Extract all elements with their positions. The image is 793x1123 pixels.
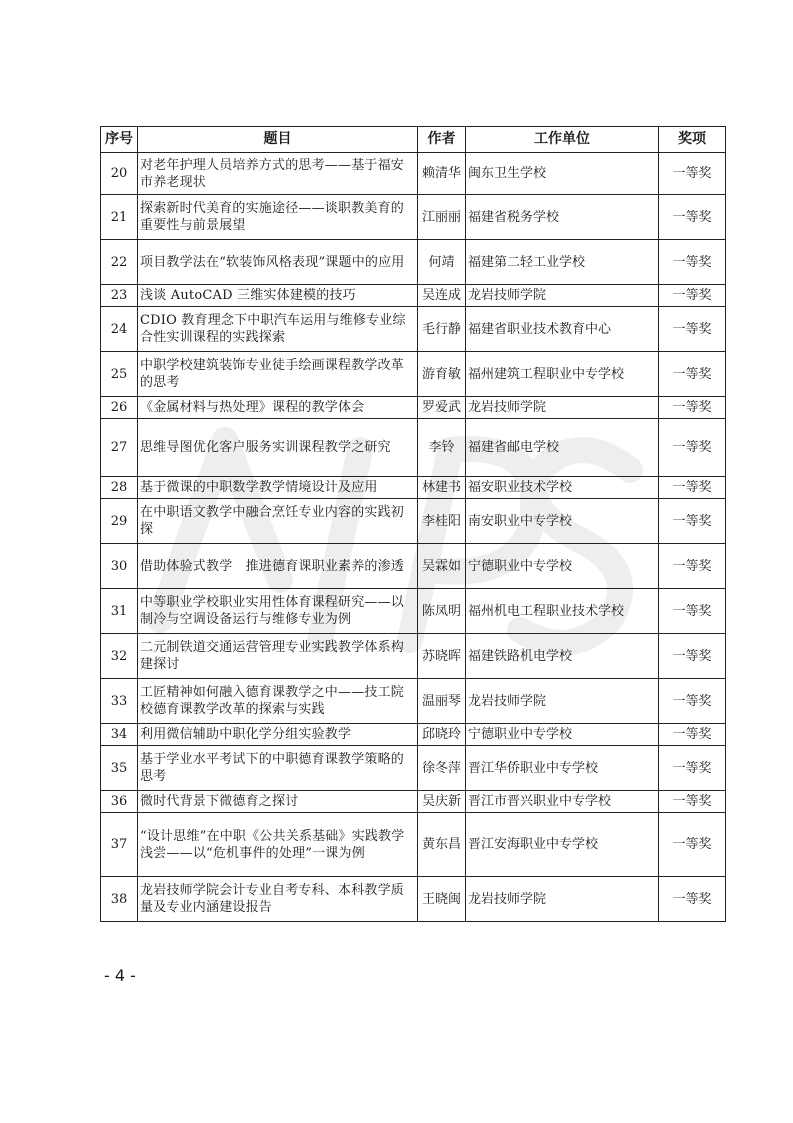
row-award: 一等奖 — [659, 397, 726, 419]
row-index: 29 — [101, 499, 138, 544]
row-title: 中等职业学校职业实用性体育课程研究——以制冷与空调设备运行与维修专业为例 — [138, 589, 418, 634]
row-author: 吴霖如 — [418, 544, 466, 589]
table-body — [101, 153, 726, 922]
row-index: 21 — [101, 195, 138, 240]
table-row — [101, 746, 726, 791]
row-award: 一等奖 — [659, 746, 726, 791]
table-row — [101, 477, 726, 499]
row-index: 20 — [101, 153, 138, 195]
table-row — [101, 419, 726, 477]
table-row — [101, 499, 726, 544]
row-award: 一等奖 — [659, 285, 726, 307]
row-title: 二元制铁道交通运营管理专业实践教学体系构建探讨 — [138, 634, 418, 679]
row-author: 陈凤明 — [418, 589, 466, 634]
row-organization: 福建省邮电学校 — [466, 419, 659, 477]
row-author: 吴连成 — [418, 285, 466, 307]
row-award: 一等奖 — [659, 240, 726, 285]
row-index: 28 — [101, 477, 138, 499]
row-organization: 福建铁路机电学校 — [466, 634, 659, 679]
row-organization: 福安职业技术学校 — [466, 477, 659, 499]
row-author: 赖清华 — [418, 153, 466, 195]
header-title: 题目 — [138, 127, 418, 153]
header-award: 奖项 — [659, 127, 726, 153]
row-award: 一等奖 — [659, 813, 726, 877]
header-author: 作者 — [418, 127, 466, 153]
row-award: 一等奖 — [659, 791, 726, 813]
row-author: 林建书 — [418, 477, 466, 499]
row-award: 一等奖 — [659, 589, 726, 634]
row-title: 项目教学法在“软装饰风格表现”课题中的应用 — [138, 240, 418, 285]
row-organization: 晋江市晋兴职业中专学校 — [466, 791, 659, 813]
row-title: 基于学业水平考试下的中职德育课教学策略的思考 — [138, 746, 418, 791]
table-row — [101, 352, 726, 397]
table-row — [101, 589, 726, 634]
row-award: 一等奖 — [659, 877, 726, 922]
table-row — [101, 634, 726, 679]
row-award: 一等奖 — [659, 679, 726, 724]
table-row — [101, 679, 726, 724]
row-award: 一等奖 — [659, 499, 726, 544]
row-index: 26 — [101, 397, 138, 419]
row-award: 一等奖 — [659, 352, 726, 397]
row-award: 一等奖 — [659, 419, 726, 477]
row-award: 一等奖 — [659, 544, 726, 589]
row-author: 李铃 — [418, 419, 466, 477]
row-organization: 龙岩技师学院 — [466, 397, 659, 419]
row-author: 吴庆新 — [418, 791, 466, 813]
row-index: 30 — [101, 544, 138, 589]
row-title: 浅谈 AutoCAD 三维实体建模的技巧 — [138, 285, 418, 307]
row-award: 一等奖 — [659, 153, 726, 195]
row-author: 江丽丽 — [418, 195, 466, 240]
row-index: 25 — [101, 352, 138, 397]
row-organization: 福建省税务学校 — [466, 195, 659, 240]
table-row — [101, 195, 726, 240]
row-organization: 福州机电工程职业技术学校 — [466, 589, 659, 634]
row-title: 借助体验式教学 推进德育课职业素养的渗透 — [138, 544, 418, 589]
row-award: 一等奖 — [659, 634, 726, 679]
row-award: 一等奖 — [659, 477, 726, 499]
row-organization: 宁德职业中专学校 — [466, 724, 659, 746]
row-organization: 晋江华侨职业中专学校 — [466, 746, 659, 791]
row-title: 思维导图优化客户服务实训课程教学之研究 — [138, 419, 418, 477]
awards-table — [100, 126, 726, 922]
table-row — [101, 153, 726, 195]
row-index: 22 — [101, 240, 138, 285]
row-organization: 福建第二轻工业学校 — [466, 240, 659, 285]
row-title: 《金属材料与热处理》课程的教学体会 — [138, 397, 418, 419]
row-author: 邱晓玲 — [418, 724, 466, 746]
row-index: 33 — [101, 679, 138, 724]
row-index: 35 — [101, 746, 138, 791]
row-organization: 闽东卫生学校 — [466, 153, 659, 195]
row-author: 苏晓晖 — [418, 634, 466, 679]
table-row — [101, 724, 726, 746]
row-award: 一等奖 — [659, 724, 726, 746]
row-author: 温丽琴 — [418, 679, 466, 724]
row-index: 27 — [101, 419, 138, 477]
row-index: 32 — [101, 634, 138, 679]
row-index: 23 — [101, 285, 138, 307]
row-title: “设计思维”在中职《公共关系基础》实践教学浅尝——以“危机事件的处理”一课为例 — [138, 813, 418, 877]
row-index: 36 — [101, 791, 138, 813]
row-title: 利用微信辅助中职化学分组实验教学 — [138, 724, 418, 746]
table-row — [101, 285, 726, 307]
table-header-row — [101, 127, 726, 153]
row-organization: 福州建筑工程职业中专学校 — [466, 352, 659, 397]
row-organization: 龙岩技师学院 — [466, 877, 659, 922]
row-title: CDIO 教育理念下中职汽车运用与维修专业综合性实训课程的实践探索 — [138, 307, 418, 352]
row-title: 微时代背景下微德育之探讨 — [138, 791, 418, 813]
row-author: 罗爱武 — [418, 397, 466, 419]
table-row — [101, 397, 726, 419]
row-author: 毛行静 — [418, 307, 466, 352]
row-title: 探索新时代美育的实施途径——谈职教美育的重要性与前景展望 — [138, 195, 418, 240]
row-organization: 龙岩技师学院 — [466, 285, 659, 307]
table-row — [101, 544, 726, 589]
row-author: 李桂阳 — [418, 499, 466, 544]
table-row — [101, 791, 726, 813]
row-index: 37 — [101, 813, 138, 877]
table-row — [101, 240, 726, 285]
row-title: 对老年护理人员培养方式的思考——基于福安市养老现状 — [138, 153, 418, 195]
row-author: 何靖 — [418, 240, 466, 285]
row-title: 在中职语文教学中融合烹饪专业内容的实践初探 — [138, 499, 418, 544]
row-index: 31 — [101, 589, 138, 634]
row-organization: 晋江安海职业中专学校 — [466, 813, 659, 877]
row-title: 工匠精神如何融入德育课教学之中——技工院校德育课教学改革的探索与实践 — [138, 679, 418, 724]
row-author: 徐冬萍 — [418, 746, 466, 791]
row-award: 一等奖 — [659, 195, 726, 240]
table-row — [101, 813, 726, 877]
row-organization: 南安职业中专学校 — [466, 499, 659, 544]
row-author: 黄东昌 — [418, 813, 466, 877]
table-row — [101, 307, 726, 352]
header-organization: 工作单位 — [466, 127, 659, 153]
table-row — [101, 877, 726, 922]
row-organization: 福建省职业技术教育中心 — [466, 307, 659, 352]
row-index: 34 — [101, 724, 138, 746]
row-award: 一等奖 — [659, 307, 726, 352]
row-organization: 龙岩技师学院 — [466, 679, 659, 724]
header-index: 序号 — [101, 127, 138, 153]
row-title: 中职学校建筑装饰专业徒手绘画课程教学改革的思考 — [138, 352, 418, 397]
row-author: 王晓闽 — [418, 877, 466, 922]
row-index: 38 — [101, 877, 138, 922]
row-organization: 宁德职业中专学校 — [466, 544, 659, 589]
row-title: 基于微课的中职数学教学情境设计及应用 — [138, 477, 418, 499]
page-number: - 4 - — [104, 966, 136, 985]
row-title: 龙岩技师学院会计专业自考专科、本科教学质量及专业内涵建设报告 — [138, 877, 418, 922]
row-index: 24 — [101, 307, 138, 352]
row-author: 游育敏 — [418, 352, 466, 397]
